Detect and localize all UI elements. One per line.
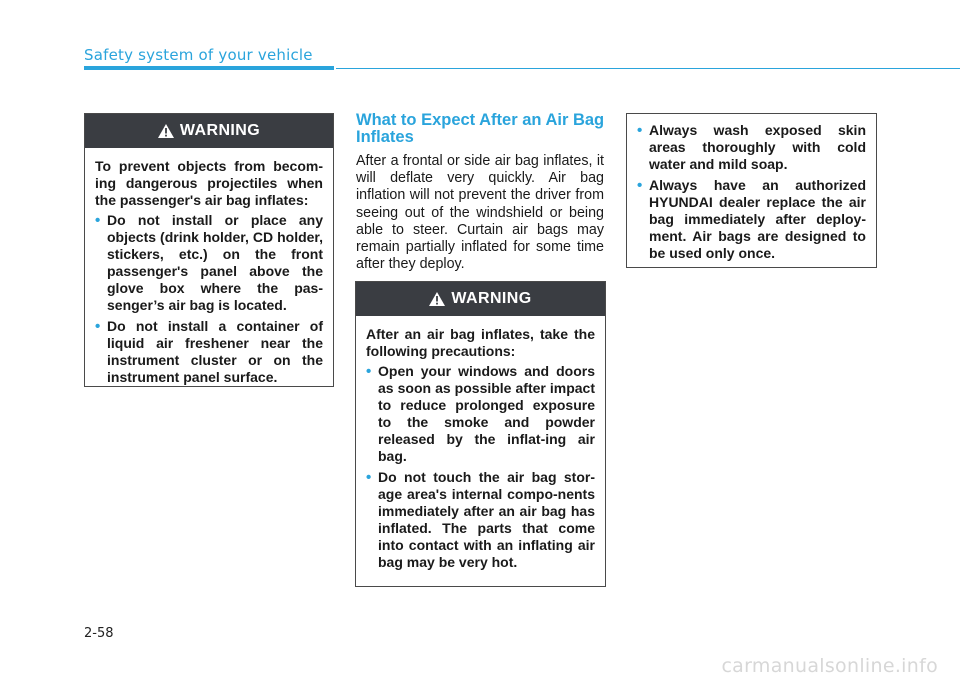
warning-body [85, 148, 333, 398]
body-paragraph: After a frontal or side air bag inflates, it will deflate very quickly. Air bag inflation will not prevent the driver from seeing out of the windshield or being able to steer. Curtain air bags may remain partially inflated for some time after they deploy. [356, 153, 604, 273]
section-title: Safety system of your vehicle [84, 46, 313, 64]
list-item: • Do not touch the air bag stor-age area's internal compo-nents immediately after an air bag has inflated. The parts that come into contact with an inflating air bag may be very hot. [366, 469, 595, 570]
bullet-icon: • [95, 212, 101, 229]
warning-label: WARNING [451, 290, 532, 307]
left-warning-box [84, 113, 334, 387]
list-item: • Always have an authorized HYUNDAI dealer replace the air bag immediately after deploy-ment. Air bags are designed to be used only once. [637, 177, 866, 261]
warning-body [356, 316, 605, 583]
header-rule-thin [336, 68, 960, 69]
page-number: 2-58 [84, 626, 114, 641]
bullet-icon: • [637, 122, 643, 139]
warning-intro: To prevent objects from becom-ing dangerous projectiles when the passenger's air bag inflates: [95, 158, 323, 208]
warning-header [85, 114, 333, 148]
list-item: • Open your windows and doors as soon as possible after impact to reduce prolonged exposure to the smoke and powder released by the inflat-ing air bag. [366, 363, 595, 464]
warning-header [356, 282, 605, 316]
warning-list [366, 363, 595, 571]
list-item: • Do not install a container of liquid air freshener near the instrument cluster or on the instrument panel surface. [95, 318, 323, 385]
middle-warning-box [355, 281, 606, 587]
warning-list [95, 212, 323, 386]
section-heading: What to Expect After an Air Bag Inflates [356, 111, 605, 146]
list-item: • Always wash exposed skin areas thoroughly with cold water and mild soap. [637, 122, 866, 172]
bullet-icon: • [95, 318, 101, 335]
watermark: carmanualsonline.info [721, 655, 938, 677]
warning-list [637, 122, 866, 262]
header-rule-thick [84, 66, 334, 70]
warning-triangle-icon [158, 124, 174, 138]
right-warning-box [626, 113, 877, 268]
bullet-icon: • [366, 363, 372, 380]
bullet-icon: • [366, 469, 372, 486]
warning-label: WARNING [179, 122, 261, 139]
warning-triangle-icon [429, 292, 445, 306]
warning-intro: After an air bag inflates, take the following precautions: [366, 326, 595, 359]
warning-body [627, 114, 876, 274]
bullet-icon: • [637, 177, 643, 194]
list-item: • Do not install or place any objects (drink holder, CD holder, stickers, etc.) on the front passenger's panel above the glove box where the pas-senger’s air bag is located. [95, 212, 323, 313]
